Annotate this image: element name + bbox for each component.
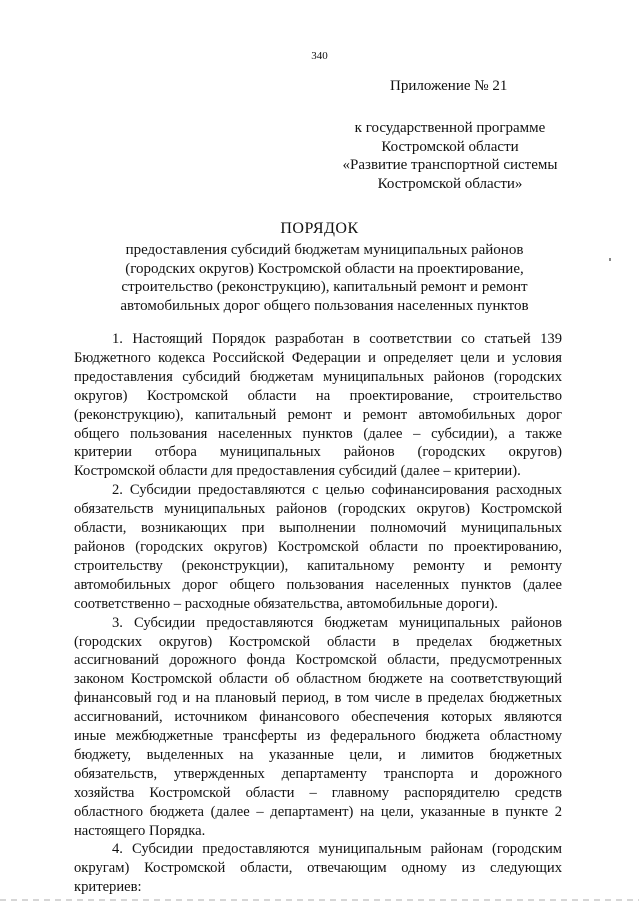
appendix-ref-line: «Развитие транспортной системы bbox=[342, 157, 558, 173]
paragraph-line: округов) Костромской области на проектирование, строительство bbox=[74, 387, 562, 404]
paragraph-line: 1. Настоящий Порядок разработан в соответствии со статьей 139 bbox=[112, 331, 562, 347]
paragraph-line: законом Костромской области об областном бюджете на соответствующий bbox=[74, 671, 562, 688]
paragraph-line: (реконструкцию), капитальный ремонт и ремонт автомобильных дорог bbox=[74, 406, 562, 423]
paragraph-line: критериев: bbox=[74, 879, 142, 896]
paragraph-line: иные межбюджетные трансферты из федерального бюджета областному bbox=[74, 728, 562, 745]
paragraph-line: обязательств, утвержденных департаменту транспорта и дорожного bbox=[74, 765, 562, 782]
paragraph-1 bbox=[74, 330, 562, 481]
paragraph-line: хозяйства Костромской области – главному распорядителю средств bbox=[74, 784, 562, 801]
appendix-ref-line: к государственной программе bbox=[354, 120, 546, 136]
paragraph-line: районов (городских округов) Костромской области по проектированию, bbox=[74, 538, 562, 555]
paragraph-line: (городских округов) Костромской области в пределах бюджетных bbox=[74, 633, 562, 650]
paragraph-line: округам) Костромской области, отвечающим одному из следующих bbox=[74, 860, 562, 877]
subtitle-line: (городских округов) Костромской области на проектирование, bbox=[125, 260, 524, 277]
paragraph-line: ассигнований, источником финансового обеспечения которых являются bbox=[74, 709, 562, 726]
paragraph-line: области, возникающих при выполнении полномочий муниципальных bbox=[74, 520, 562, 537]
subtitle-line: строительство (реконструкцию), капитальный ремонт и ремонт bbox=[121, 279, 528, 296]
paragraph-line: бюджету, выделенных на указанные цели, и лимитов бюджетных bbox=[74, 746, 562, 763]
document-body bbox=[74, 330, 562, 897]
document-subtitle bbox=[60, 241, 589, 315]
scan-speck bbox=[609, 258, 611, 261]
appendix-reference bbox=[330, 119, 570, 193]
paragraph-line: областного бюджета (далее – департамент) на цели, указанные в пункте 2 bbox=[74, 803, 562, 820]
paragraph-line: ассигнований дорожного фонда Костромской области, предусмотренных bbox=[74, 652, 562, 669]
paragraph-line: общего пользования населенных пунктов (далее – субсидии), а также bbox=[74, 425, 562, 442]
paragraph-line: финансовый год и на плановый период, в том числе в пределах бюджетных bbox=[74, 690, 562, 707]
paragraph-line: строительству (реконструкции), капитальному ремонту и ремонту bbox=[74, 557, 562, 574]
paragraph-line: Костромской области для предоставления субсидий (далее – критерии). bbox=[74, 463, 521, 480]
paragraph-line: соответственно – расходные обязательства, автомобильные дороги). bbox=[74, 595, 498, 612]
paragraph-line: 3. Субсидии предоставляются бюджетам муниципальных районов bbox=[112, 614, 562, 631]
document-title: ПОРЯДОК bbox=[280, 220, 359, 237]
scan-edge-artifact bbox=[0, 899, 639, 901]
appendix-ref-line: Костромской области bbox=[381, 138, 519, 155]
subtitle-line: предоставления субсидий бюджетам муниципальных районов bbox=[125, 242, 524, 258]
paragraph-line: 4. Субсидии предоставляются муниципальным районам (городским bbox=[112, 841, 562, 858]
paragraph-line: 2. Субсидии предоставляются с целью софинансирования расходных bbox=[112, 482, 562, 499]
appendix-ref-line: Костромской области» bbox=[377, 175, 523, 192]
paragraph-3 bbox=[74, 614, 562, 841]
paragraph-line: обязательств муниципальных районов (городских округов) Костромской bbox=[74, 501, 562, 518]
paragraph-line: автомобильных дорог общего пользования населенных пунктов (далее bbox=[74, 576, 562, 593]
paragraph-line: Бюджетного кодекса Российской Федерации и определяет цели и условия bbox=[74, 349, 562, 366]
page-number: 340 bbox=[311, 50, 328, 62]
paragraph-2 bbox=[74, 481, 562, 613]
paragraph-line: настоящего Порядка. bbox=[74, 822, 206, 839]
appendix-title: Приложение № 21 bbox=[390, 78, 508, 94]
paragraph-line: предоставления субсидий бюджетам муниципальных районов (городских bbox=[74, 368, 562, 385]
paragraph-4 bbox=[74, 840, 562, 897]
paragraph-line: критерии отбора муниципальных районов (городских округов) bbox=[74, 444, 562, 461]
subtitle-line: автомобильных дорог общего пользования населенных пунктов bbox=[120, 297, 529, 314]
